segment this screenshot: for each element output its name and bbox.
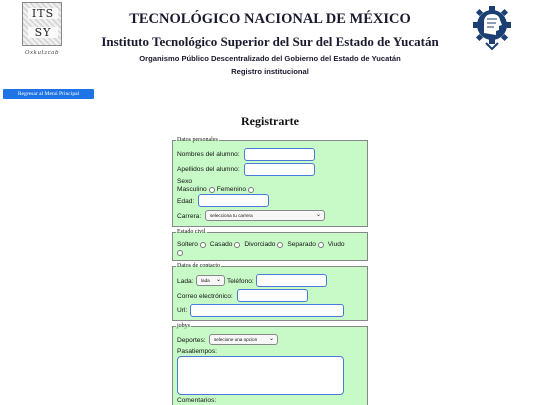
nombres-label: Nombres del alumno: bbox=[177, 151, 240, 158]
edad-input[interactable] bbox=[198, 194, 269, 207]
header-institute: Instituto Tecnológico Superior del Sur del Estado de Yucatán bbox=[101, 34, 439, 49]
sexo-label: Sexo bbox=[177, 178, 193, 185]
logo-caption: Oxkutzcab bbox=[25, 50, 59, 56]
femenino-label: Femenino bbox=[216, 186, 247, 193]
telefono-input[interactable] bbox=[256, 274, 327, 287]
lada-label: Lada: bbox=[177, 278, 194, 285]
logo-text-bottom: SY bbox=[28, 27, 58, 38]
contact-data-legend: Datos de contacto bbox=[177, 263, 220, 269]
chevron-down-icon: ⌄ bbox=[268, 336, 274, 342]
viudo-label: Viudo bbox=[327, 241, 345, 248]
pasatiempos-textarea[interactable] bbox=[177, 356, 344, 395]
back-to-menu-button[interactable]: Regresar al Menú Principal bbox=[3, 89, 94, 99]
viudo-radio[interactable] bbox=[177, 250, 183, 256]
correo-label: Correo electrónico: bbox=[177, 293, 233, 300]
femenino-radio[interactable] bbox=[248, 187, 254, 193]
personal-data-legend: Datos personales bbox=[177, 137, 218, 143]
telefono-label: Teléfono: bbox=[227, 278, 254, 285]
hobbies-legend: jobys bbox=[177, 323, 191, 329]
sexo-options bbox=[177, 186, 256, 193]
nombres-input[interactable] bbox=[244, 148, 315, 161]
comentarios-label: Comentarios: bbox=[177, 397, 217, 404]
divorciado-label: Divorciado bbox=[244, 241, 276, 248]
page-title: Registrarte bbox=[241, 114, 299, 128]
chevron-down-icon: ⌄ bbox=[215, 277, 221, 283]
carrera-label: Carrera: bbox=[177, 213, 202, 220]
civil-status-legend: Estado civil bbox=[177, 229, 206, 235]
soltero-label: Soltero bbox=[177, 241, 198, 248]
carrera-select[interactable]: selecciona tu carrera ⌄ bbox=[205, 210, 325, 221]
separado-radio[interactable] bbox=[318, 242, 324, 248]
url-input[interactable] bbox=[190, 304, 344, 317]
url-label: Url: bbox=[177, 307, 188, 314]
chevron-down-icon: ⌄ bbox=[315, 212, 321, 218]
deportes-select[interactable]: selecione una opcion ⌄ bbox=[209, 334, 278, 345]
edad-label: Edad: bbox=[177, 198, 195, 205]
lada-select[interactable]: lada ⌄ bbox=[196, 275, 225, 286]
masculino-label: Masculino bbox=[177, 186, 207, 193]
header-title: TECNOLÓGICO NACIONAL DE MÉXICO bbox=[129, 11, 411, 27]
correo-input[interactable] bbox=[237, 289, 308, 302]
casado-label: Casado bbox=[209, 241, 233, 248]
separado-label: Separado bbox=[287, 241, 316, 248]
header-organism: Organismo Público Descentralizado del Gobierno del Estado de Yucatán bbox=[139, 54, 401, 63]
casado-radio[interactable] bbox=[234, 242, 240, 248]
apellidos-label: Apellidos del alumno: bbox=[177, 166, 240, 173]
divorciado-radio[interactable] bbox=[277, 242, 283, 248]
deportes-label: Deportes: bbox=[177, 337, 206, 344]
apellidos-input[interactable] bbox=[244, 163, 315, 176]
soltero-radio[interactable] bbox=[200, 242, 206, 248]
logo-text-top: ITS bbox=[28, 8, 58, 19]
pasatiempos-label: Pasatiempos: bbox=[177, 348, 217, 355]
masculino-radio[interactable] bbox=[209, 187, 215, 193]
civil-status-options bbox=[177, 241, 345, 248]
header-registry: Registro institucional bbox=[231, 67, 309, 76]
